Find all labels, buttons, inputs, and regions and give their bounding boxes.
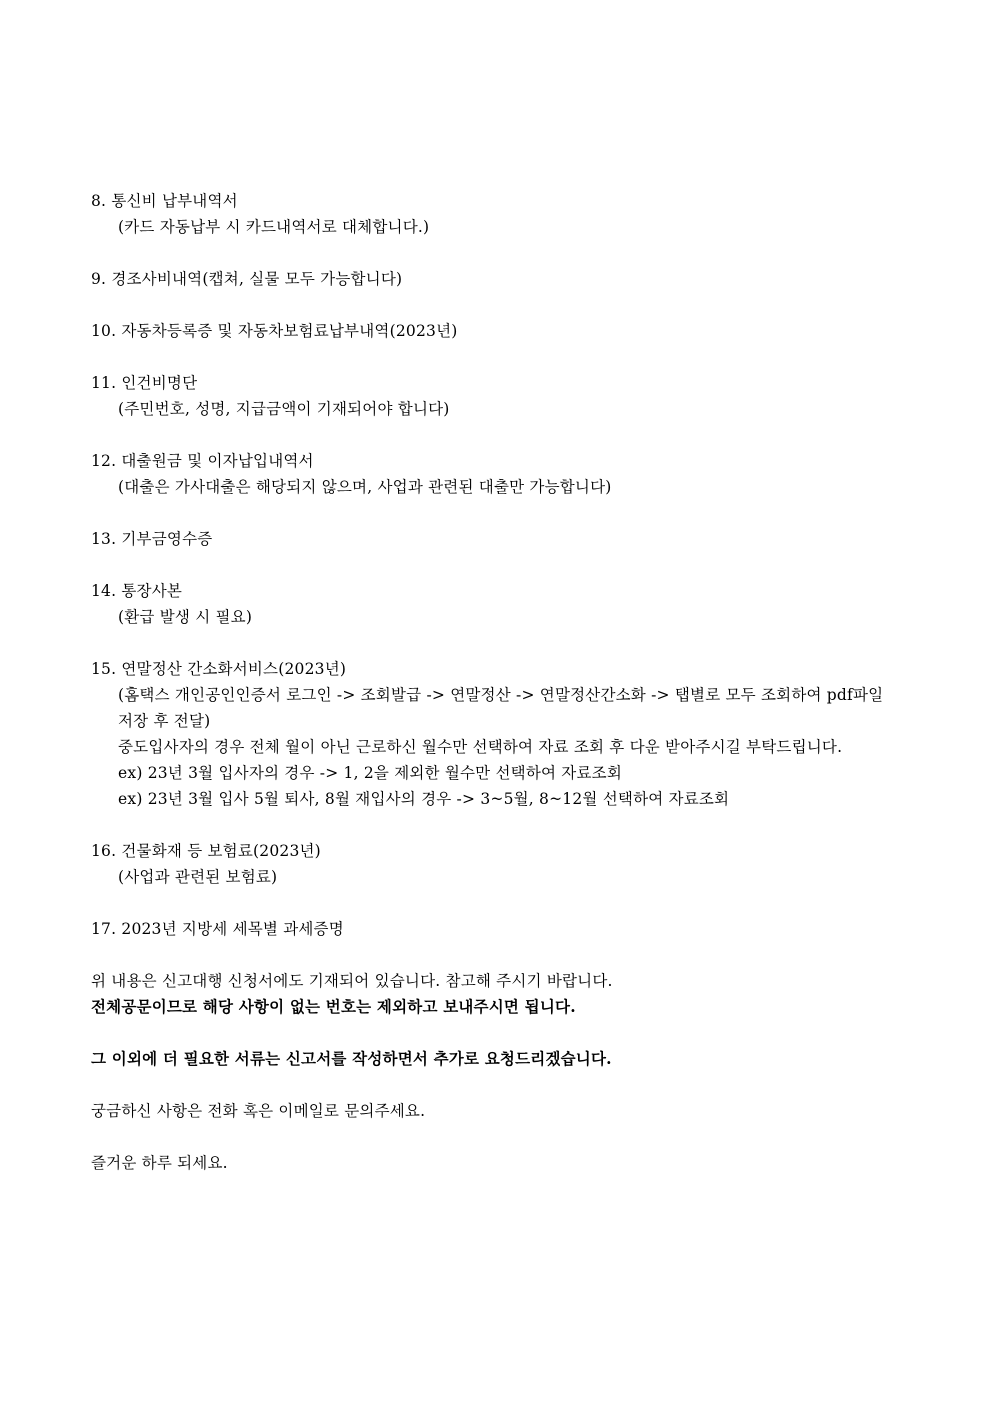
item-note: (사업과 관련된 보험료) (118, 868, 278, 886)
item-title: 13. 기부금영수증 (91, 530, 213, 548)
closing-block (91, 968, 913, 1020)
item-title: 9. 경조사비내역(캡쳐, 실물 모두 가능합니다) (91, 270, 403, 288)
document-body (91, 188, 913, 1202)
inquiry-block (91, 1098, 913, 1124)
item-title: 10. 자동차등록증 및 자동차보험료납부내역(2023년) (91, 322, 458, 340)
item-note: (환급 발생 시 필요) (118, 608, 253, 626)
farewell-block (91, 1150, 913, 1176)
list-item-16 (91, 838, 913, 890)
farewell-text: 즐거운 하루 되세요. (91, 1154, 228, 1172)
list-item-13 (91, 526, 913, 552)
bold-notice-exclusion: 전체공문이므로 해당 사항이 없는 번호는 제외하고 보내주시면 됩니다. (91, 997, 576, 1016)
list-item-14 (91, 578, 913, 630)
reference-note: 위 내용은 신고대행 신청서에도 기재되어 있습니다. 참고해 주시기 바랍니다. (91, 972, 613, 990)
list-item-11 (91, 370, 913, 422)
item-note: (대출은 가사대출은 해당되지 않으며, 사업과 관련된 대출만 가능합니다) (118, 478, 612, 496)
item-title: 8. 통신비 납부내역서 (91, 192, 238, 210)
list-item-8 (91, 188, 913, 240)
item-note: (홈택스 개인공인인증서 로그인 -> 조회발급 -> 연말정산 -> 연말정산간소화 -> 탭별로 모두 조회하여 pdf파일 저장 후 전달) (118, 686, 884, 730)
list-item-10 (91, 318, 913, 344)
item-title: 12. 대출원금 및 이자납입내역서 (91, 452, 314, 470)
item-note: (카드 자동납부 시 카드내역서로 대체합니다.) (118, 218, 430, 236)
item-title: 14. 통장사본 (91, 582, 183, 600)
additional-request-block (91, 1046, 913, 1072)
list-item-17 (91, 916, 913, 942)
item-title: 15. 연말정산 간소화서비스(2023년) (91, 660, 347, 678)
item-note: ex) 23년 3월 입사자의 경우 -> 1, 2을 제외한 월수만 선택하여 자료조회 (118, 764, 622, 782)
list-item-9 (91, 266, 913, 292)
item-note: 중도입사자의 경우 전체 월이 아닌 근로하신 월수만 선택하여 자료 조회 후 다운 받아주시길 부탁드립니다. (118, 738, 843, 756)
item-title: 17. 2023년 지방세 세목별 과세증명 (91, 920, 344, 938)
item-title: 11. 인건비명단 (91, 374, 198, 392)
bold-notice-additional: 그 이외에 더 필요한 서류는 신고서를 작성하면서 추가로 요청드리겠습니다. (91, 1049, 612, 1068)
item-note: ex) 23년 3월 입사 5월 퇴사, 8월 재입사의 경우 -> 3~5월, 8~12월 선택하여 자료조회 (118, 790, 730, 808)
list-item-15 (91, 656, 913, 812)
inquiry-text: 궁금하신 사항은 전화 혹은 이메일로 문의주세요. (91, 1102, 426, 1120)
item-title: 16. 건물화재 등 보험료(2023년) (91, 842, 321, 860)
list-item-12 (91, 448, 913, 500)
item-note: (주민번호, 성명, 지급금액이 기재되어야 합니다) (118, 400, 450, 418)
